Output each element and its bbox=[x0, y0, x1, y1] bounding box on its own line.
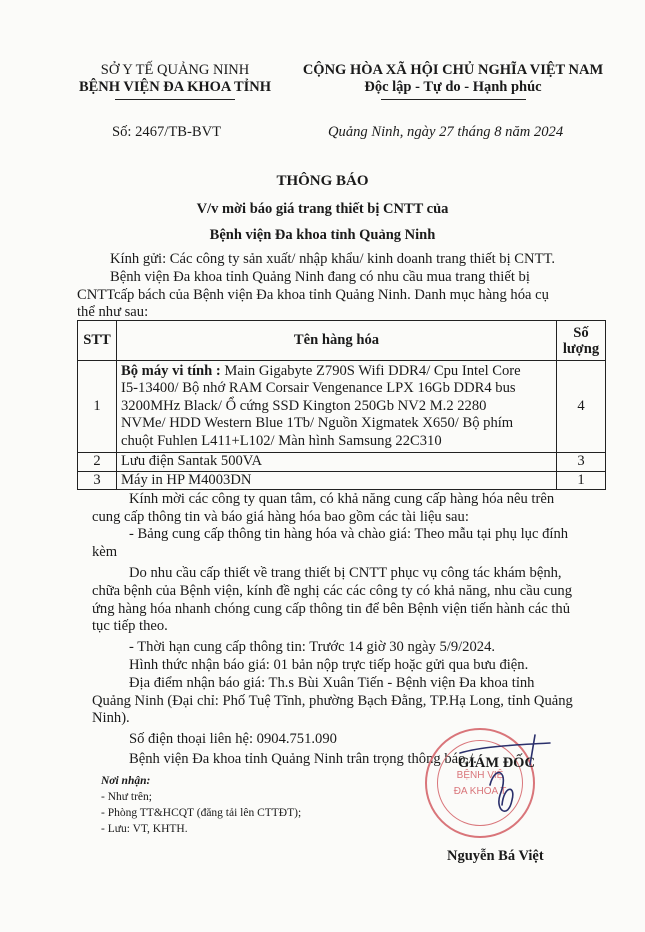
row-qty: 1 bbox=[557, 471, 606, 490]
document-subject-2: Bệnh viện Đa khoa tỉnh Quảng Ninh bbox=[209, 227, 436, 243]
recipients bbox=[101, 773, 301, 837]
body-p3-l4: tục tiếp theo. bbox=[92, 618, 168, 634]
body-closing: Bệnh viện Đa khoa tỉnh Quảng Ninh trân trọng thông báo./. bbox=[129, 751, 477, 767]
row-name-line bbox=[121, 363, 552, 381]
org-underline bbox=[115, 99, 235, 100]
body-p3-l3: ứng hàng hóa nhanh chóng cung cấp thông tin để bên Bệnh viện tiến hành các thủ bbox=[92, 601, 571, 617]
intro-line-1: Bệnh viện Đa khoa tỉnh Quảng Ninh đang có nhu cầu mua trang thiết bị bbox=[110, 269, 530, 285]
table-row bbox=[78, 361, 606, 453]
row-qty: 3 bbox=[557, 453, 606, 472]
recipient-item: - Lưu: VT, KHTH. bbox=[101, 823, 188, 835]
document-title: THÔNG BÁO bbox=[276, 173, 369, 189]
nation-line-1: CỘNG HÒA XÃ HỘI CHỦ NGHĨA VIỆT NAM bbox=[302, 62, 604, 78]
row-stt: 3 bbox=[78, 471, 117, 490]
body-address-l2: Quảng Ninh (Đại chỉ: Phố Tuệ Tĩnh, phường Bạch Đằng, TP.Hạ Long, tỉnh Quảng bbox=[92, 693, 573, 709]
row-name: Máy in HP M4003DN bbox=[117, 471, 557, 490]
recipient-item: - Phòng TT&HCQT (đăng tải lên CTTĐT); bbox=[101, 807, 302, 819]
col-qty-header-2: lượng bbox=[562, 340, 600, 357]
document-subject-1: V/v mời báo giá trang thiết bị CNTT của bbox=[196, 201, 449, 217]
row-stt: 1 bbox=[78, 361, 117, 453]
org-name bbox=[70, 62, 280, 100]
row-qty: 4 bbox=[557, 361, 606, 453]
org-line-2: BỆNH VIỆN ĐA KHOA TỈNH bbox=[78, 79, 272, 95]
recipient-item: - Như trên; bbox=[101, 791, 152, 803]
body-phone: Số điện thoại liên hệ: 0904.751.090 bbox=[129, 731, 337, 747]
row-name-line: I5-13400/ Bộ nhớ RAM Corsair Vengenance LPX 16Gb DDR4 bus bbox=[121, 380, 516, 397]
signer-name: Nguyễn Bá Việt bbox=[447, 848, 544, 864]
place-date: Quảng Ninh, ngày 27 tháng 8 năm 2024 bbox=[328, 124, 564, 140]
body-address-l3: Ninh). bbox=[92, 710, 130, 726]
body-p2-l2: kèm bbox=[92, 544, 118, 560]
greeting: Kính gửi: Các công ty sản xuất/ nhập khẩu/ kinh doanh trang thiết bị CNTT. bbox=[110, 251, 555, 267]
body-p1-l1: Kính mời các công ty quan tâm, có khả năng cung cấp hàng hóa nêu trên bbox=[129, 491, 555, 507]
col-name-header: Tên hàng hóa bbox=[117, 321, 557, 361]
row-name: Lưu điện Santak 500VA bbox=[117, 453, 557, 472]
row-name-line: chuột Fuhlen L411+L102/ Màn hình Samsung 22C310 bbox=[121, 432, 442, 449]
intro-line-3: thể như sau: bbox=[77, 304, 149, 320]
col-qty-header bbox=[557, 321, 606, 361]
table-row bbox=[78, 453, 606, 472]
table-header-row bbox=[78, 321, 606, 361]
stamp-line-1: BỆNH VIỆ bbox=[456, 770, 504, 781]
row-name-line: NVMe/ HDD Western Blue 1Tb/ Nguồn Xigmatek X650/ Bộ phím bbox=[121, 415, 514, 432]
table-row bbox=[78, 471, 606, 490]
handwritten-signature-icon bbox=[440, 725, 580, 835]
recipients-title: Nơi nhận: bbox=[101, 775, 151, 787]
body-p1-l2: cung cấp thông tin và báo giá hàng hóa bao gồm các tài liệu sau: bbox=[92, 509, 469, 525]
body-p2-l1: - Bảng cung cấp thông tin hàng hóa và chào giá: Theo mẫu tại phụ lục đính bbox=[129, 526, 569, 542]
row-name-line: 3200MHz Black/ Ổ cứng SSD Kington 250Gb NV2 M.2 2280 bbox=[121, 397, 487, 414]
document-number: Số: 2467/TB-BVT bbox=[112, 124, 222, 140]
signer-role: GIÁM ĐỐC bbox=[458, 755, 535, 771]
row-name bbox=[117, 361, 557, 453]
row-name-bold: Bộ máy vi tính : bbox=[121, 362, 221, 379]
org-line-1: SỞ Y TẾ QUẢNG NINH bbox=[100, 62, 250, 78]
col-stt-header: STT bbox=[78, 321, 117, 361]
goods-table bbox=[77, 320, 606, 490]
body-submission: Hình thức nhận báo giá: 01 bản nộp trực tiếp hoặc gửi qua bưu điện. bbox=[129, 657, 529, 673]
intro-line-2: CNTTcấp bách của Bệnh viện Đa khoa tỉnh Quảng Ninh. Danh mục hàng hóa cụ bbox=[77, 287, 549, 303]
col-qty-header-1: Số bbox=[573, 324, 589, 341]
stamp-line-2: ĐA KHOA T bbox=[453, 786, 507, 797]
nation-line-2: Độc lập - Tự do - Hạnh phúc bbox=[364, 79, 542, 95]
body-deadline: - Thời hạn cung cấp thông tin: Trước 14 giờ 30 ngày 5/9/2024. bbox=[129, 639, 496, 655]
body-p3-l1: Do nhu cầu cấp thiết về trang thiết bị CNTT phục vụ công tác khám bệnh, bbox=[129, 565, 562, 581]
national-motto bbox=[283, 62, 623, 100]
body-p3-l2: chữa bệnh của Bệnh viện, kính đề nghị các các công ty có khả năng, nhu cầu cung bbox=[92, 583, 573, 599]
row-name-text: Main Gigabyte Z790S Wifi DDR4/ Cpu Intel Core bbox=[220, 362, 521, 379]
motto-underline bbox=[381, 99, 526, 100]
row-stt: 2 bbox=[78, 453, 117, 472]
body-address-l1: Địa điểm nhận báo giá: Th.s Bùi Xuân Tiến - Bệnh viện Đa khoa tỉnh bbox=[129, 675, 535, 691]
